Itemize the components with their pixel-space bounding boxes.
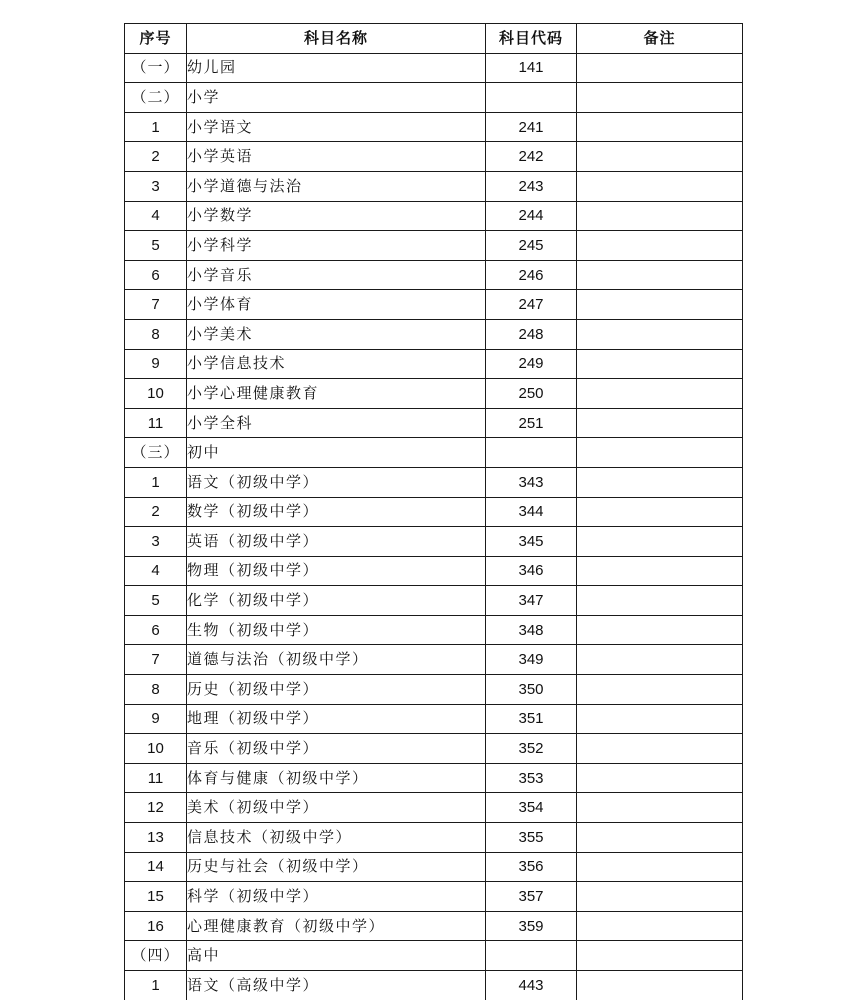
subject-name-cell: 历史与社会（初级中学）	[187, 852, 486, 882]
table-row	[125, 349, 743, 379]
subject-code-cell: 343	[486, 467, 577, 497]
subject-code-cell: 244	[486, 201, 577, 231]
row-number-cell: 1	[125, 467, 187, 497]
row-number-cell: 3	[125, 171, 187, 201]
subject-name-cell: 音乐（初级中学）	[187, 734, 486, 764]
remarks-cell	[577, 171, 743, 201]
remarks-cell	[577, 260, 743, 290]
row-number-cell: 13	[125, 823, 187, 853]
subject-name-cell: 小学数学	[187, 201, 486, 231]
subject-code-table	[124, 23, 743, 1000]
subject-code-cell: 248	[486, 319, 577, 349]
remarks-cell	[577, 527, 743, 557]
subject-name-cell: 小学体育	[187, 290, 486, 320]
remarks-cell	[577, 675, 743, 705]
subject-code-cell: 245	[486, 231, 577, 261]
section-number-cell: （一）	[125, 53, 187, 83]
table-row	[125, 645, 743, 675]
row-number-cell: 9	[125, 349, 187, 379]
subject-name-cell: 小学心理健康教育	[187, 379, 486, 409]
subject-name-cell: 历史（初级中学）	[187, 675, 486, 705]
section-row	[125, 83, 743, 113]
remarks-cell	[577, 852, 743, 882]
subject-code-cell	[486, 83, 577, 113]
subject-code-cell: 346	[486, 556, 577, 586]
remarks-cell	[577, 467, 743, 497]
remarks-cell	[577, 704, 743, 734]
row-number-cell: 8	[125, 675, 187, 705]
remarks-cell	[577, 497, 743, 527]
subject-code-cell: 359	[486, 911, 577, 941]
subject-name-cell: 生物（初级中学）	[187, 615, 486, 645]
table-row	[125, 112, 743, 142]
table-row	[125, 793, 743, 823]
subject-name-cell: 道德与法治（初级中学）	[187, 645, 486, 675]
table-row	[125, 142, 743, 172]
subject-name-cell: 小学信息技术	[187, 349, 486, 379]
row-number-cell: 7	[125, 290, 187, 320]
table-row	[125, 290, 743, 320]
table-row	[125, 527, 743, 557]
subject-code-cell: 350	[486, 675, 577, 705]
section-number-cell: （四）	[125, 941, 187, 971]
table-row	[125, 615, 743, 645]
row-number-cell: 1	[125, 971, 187, 1000]
subject-code-cell	[486, 941, 577, 971]
table-row	[125, 586, 743, 616]
subject-name-cell: 小学全科	[187, 408, 486, 438]
subject-code-cell: 251	[486, 408, 577, 438]
table-row	[125, 556, 743, 586]
subject-name-cell: 化学（初级中学）	[187, 586, 486, 616]
remarks-cell	[577, 882, 743, 912]
row-number-cell: 11	[125, 408, 187, 438]
subject-code-cell: 355	[486, 823, 577, 853]
table-row	[125, 408, 743, 438]
remarks-cell	[577, 290, 743, 320]
subject-name-cell: 小学音乐	[187, 260, 486, 290]
row-number-cell: 8	[125, 319, 187, 349]
subject-name-cell: 语文（初级中学）	[187, 467, 486, 497]
row-number-cell: 4	[125, 556, 187, 586]
row-number-cell: 10	[125, 734, 187, 764]
remarks-cell	[577, 231, 743, 261]
row-number-cell: 6	[125, 615, 187, 645]
row-number-cell: 9	[125, 704, 187, 734]
subject-name-cell: 语文（高级中学）	[187, 971, 486, 1000]
subject-code-cell: 242	[486, 142, 577, 172]
table-row	[125, 675, 743, 705]
table-row	[125, 319, 743, 349]
section-name-cell: 小学	[187, 83, 486, 113]
subject-code-cell: 241	[486, 112, 577, 142]
remarks-cell	[577, 142, 743, 172]
remarks-cell	[577, 53, 743, 83]
header-remarks: 备注	[577, 24, 743, 54]
remarks-cell	[577, 645, 743, 675]
row-number-cell: 7	[125, 645, 187, 675]
remarks-cell	[577, 438, 743, 468]
row-number-cell: 16	[125, 911, 187, 941]
table-body	[125, 53, 743, 1000]
table-row	[125, 911, 743, 941]
subject-code-cell: 243	[486, 171, 577, 201]
subject-name-cell: 数学（初级中学）	[187, 497, 486, 527]
subject-code-cell: 443	[486, 971, 577, 1000]
subject-name-cell: 小学美术	[187, 319, 486, 349]
row-number-cell: 15	[125, 882, 187, 912]
row-number-cell: 6	[125, 260, 187, 290]
subject-name-cell: 心理健康教育（初级中学）	[187, 911, 486, 941]
subject-code-cell	[486, 438, 577, 468]
remarks-cell	[577, 823, 743, 853]
section-name-cell: 幼儿园	[187, 53, 486, 83]
subject-code-cell: 347	[486, 586, 577, 616]
header-subject-name: 科目名称	[187, 24, 486, 54]
table-row	[125, 497, 743, 527]
table-row	[125, 882, 743, 912]
table-row	[125, 260, 743, 290]
table-row	[125, 231, 743, 261]
remarks-cell	[577, 793, 743, 823]
remarks-cell	[577, 911, 743, 941]
subject-name-cell: 小学科学	[187, 231, 486, 261]
subject-name-cell: 物理（初级中学）	[187, 556, 486, 586]
remarks-cell	[577, 734, 743, 764]
section-number-cell: （二）	[125, 83, 187, 113]
remarks-cell	[577, 556, 743, 586]
subject-code-cell: 354	[486, 793, 577, 823]
row-number-cell: 5	[125, 231, 187, 261]
subject-code-cell: 344	[486, 497, 577, 527]
subject-code-cell: 345	[486, 527, 577, 557]
row-number-cell: 12	[125, 793, 187, 823]
subject-code-cell: 246	[486, 260, 577, 290]
table-row	[125, 704, 743, 734]
subject-code-cell: 141	[486, 53, 577, 83]
subject-name-cell: 地理（初级中学）	[187, 704, 486, 734]
table-row	[125, 763, 743, 793]
table-row	[125, 379, 743, 409]
subject-name-cell: 信息技术（初级中学）	[187, 823, 486, 853]
subject-name-cell: 小学语文	[187, 112, 486, 142]
subject-name-cell: 小学道德与法治	[187, 171, 486, 201]
subject-code-cell: 357	[486, 882, 577, 912]
row-number-cell: 5	[125, 586, 187, 616]
section-number-cell: （三）	[125, 438, 187, 468]
remarks-cell	[577, 941, 743, 971]
row-number-cell: 2	[125, 142, 187, 172]
row-number-cell: 4	[125, 201, 187, 231]
row-number-cell: 11	[125, 763, 187, 793]
subject-code-cell: 352	[486, 734, 577, 764]
table-row	[125, 971, 743, 1000]
section-row	[125, 53, 743, 83]
table-row	[125, 467, 743, 497]
subject-name-cell: 小学英语	[187, 142, 486, 172]
remarks-cell	[577, 319, 743, 349]
subject-code-cell: 356	[486, 852, 577, 882]
table-row	[125, 171, 743, 201]
subject-name-cell: 科学（初级中学）	[187, 882, 486, 912]
subject-code-cell: 249	[486, 349, 577, 379]
subject-code-cell: 250	[486, 379, 577, 409]
table-row	[125, 734, 743, 764]
subject-name-cell: 英语（初级中学）	[187, 527, 486, 557]
remarks-cell	[577, 83, 743, 113]
subject-code-cell: 353	[486, 763, 577, 793]
subject-code-cell: 349	[486, 645, 577, 675]
remarks-cell	[577, 201, 743, 231]
remarks-cell	[577, 408, 743, 438]
remarks-cell	[577, 379, 743, 409]
remarks-cell	[577, 615, 743, 645]
subject-name-cell: 体育与健康（初级中学）	[187, 763, 486, 793]
header-subject-code: 科目代码	[486, 24, 577, 54]
table-row	[125, 852, 743, 882]
subject-code-cell: 348	[486, 615, 577, 645]
remarks-cell	[577, 763, 743, 793]
section-name-cell: 高中	[187, 941, 486, 971]
header-index: 序号	[125, 24, 187, 54]
row-number-cell: 10	[125, 379, 187, 409]
section-name-cell: 初中	[187, 438, 486, 468]
row-number-cell: 3	[125, 527, 187, 557]
subject-name-cell: 美术（初级中学）	[187, 793, 486, 823]
remarks-cell	[577, 586, 743, 616]
subject-code-cell: 247	[486, 290, 577, 320]
section-row	[125, 941, 743, 971]
header-row	[125, 24, 743, 54]
table-header	[125, 24, 743, 54]
row-number-cell: 2	[125, 497, 187, 527]
table-row	[125, 823, 743, 853]
remarks-cell	[577, 971, 743, 1000]
remarks-cell	[577, 349, 743, 379]
row-number-cell: 14	[125, 852, 187, 882]
table-row	[125, 201, 743, 231]
row-number-cell: 1	[125, 112, 187, 142]
section-row	[125, 438, 743, 468]
subject-code-cell: 351	[486, 704, 577, 734]
remarks-cell	[577, 112, 743, 142]
